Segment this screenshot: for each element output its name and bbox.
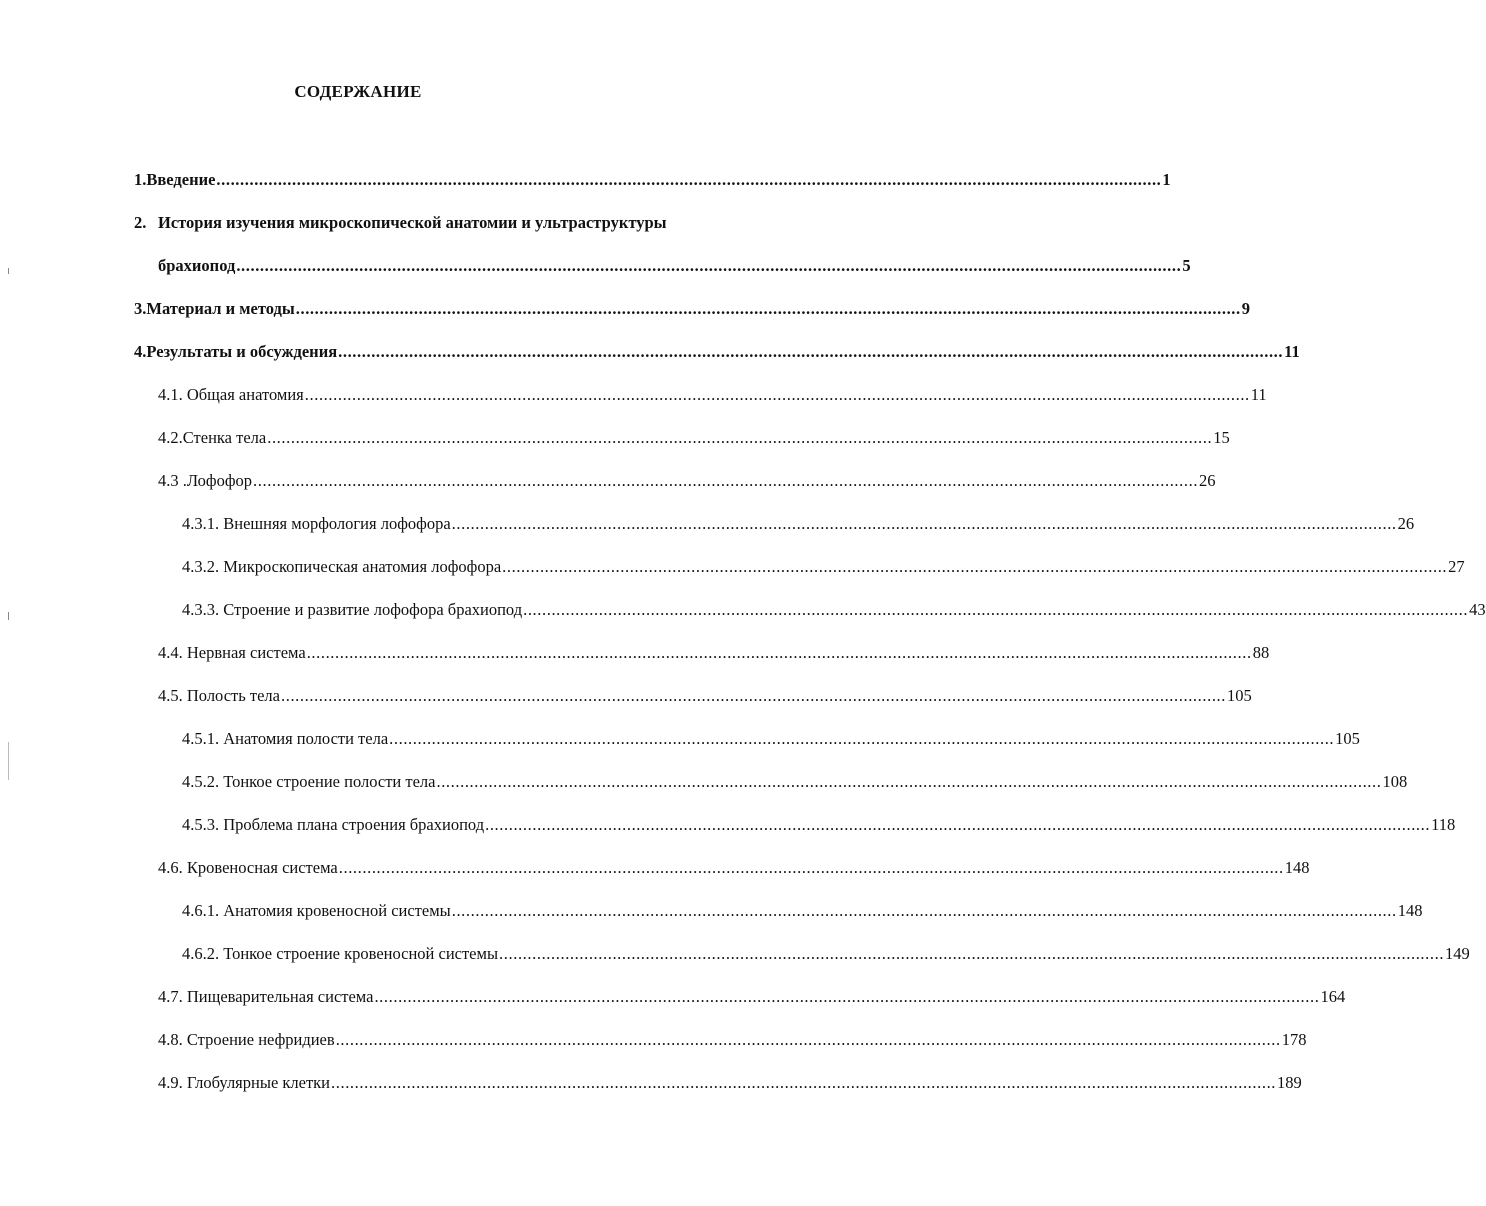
toc-entry-4-1[interactable] xyxy=(158,385,1267,405)
toc-entry-4-9[interactable] xyxy=(158,1073,1302,1093)
toc-entry-4-4[interactable] xyxy=(158,643,1270,663)
toc-entry-4-6-2[interactable] xyxy=(182,944,1470,964)
toc-entry-label: 4.6. Кровеносная система xyxy=(158,858,338,877)
toc-leader-dots: ........................................................................................................................................................................................................ xyxy=(523,600,1469,619)
toc-page-number: 108 xyxy=(1382,772,1408,791)
toc-page-number: 105 xyxy=(1335,729,1360,748)
toc-page-number: 88 xyxy=(1252,643,1270,662)
toc-page-number: 149 xyxy=(1445,944,1470,963)
toc-leader-dots: ........................................................................................................................................................................................................ xyxy=(253,471,1199,490)
toc-leader-dots: ........................................................................................................................................................................................................ xyxy=(338,858,1284,877)
toc-entry-label: 4.3 .Лофофор xyxy=(158,471,253,490)
toc-entry-label: 4.9. Глобулярные клетки xyxy=(158,1073,331,1092)
toc-entry-4-5-2[interactable] xyxy=(182,772,1408,792)
toc-page-number: 189 xyxy=(1277,1073,1302,1092)
toc-entry-label-continuation: брахиопод xyxy=(158,256,236,275)
toc-leader-dots: ........................................................................................................................................................................................................ xyxy=(281,686,1226,705)
toc-entry-label: 4.5.3. Проблема плана строения брахиопод xyxy=(182,815,485,834)
toc-entry-4-7[interactable] xyxy=(158,987,1346,1007)
toc-page-number: 15 xyxy=(1213,428,1230,447)
toc-entry-label: 4.8. Строение нефридиев xyxy=(158,1030,335,1049)
toc-entry-label: 4.5.2. Тонкое строение полости тела xyxy=(182,772,436,791)
toc-entry-materials-methods[interactable] xyxy=(134,299,1250,319)
toc-page-number: 26 xyxy=(1199,471,1216,490)
scan-artifact-mark xyxy=(8,612,9,620)
toc-entry-label: Результаты и обсуждения xyxy=(146,342,338,361)
toc-page-number: 5 xyxy=(1182,256,1191,275)
toc-page-number: 9 xyxy=(1241,299,1250,318)
toc-leader-dots: ........................................................................................................................................................................................................ xyxy=(485,815,1431,834)
toc-entry-label: 4.3.2. Микроскопическая анатомия лофофора xyxy=(182,557,502,576)
toc-entry-4-5[interactable] xyxy=(158,686,1252,706)
toc-leader-dots: ........................................................................................................................................................................................................ xyxy=(331,1073,1277,1092)
toc-entry-4-2[interactable] xyxy=(158,428,1230,448)
toc-leader-dots: ........................................................................................................................................................................................................ xyxy=(267,428,1213,447)
toc-leader-dots: ........................................................................................................................................................................................................ xyxy=(374,987,1320,1006)
toc-leader-dots: ........................................................................................................................................................................................................ xyxy=(306,643,1252,662)
toc-leader-dots: ........................................................................................................................................................................................................ xyxy=(236,256,1182,275)
toc-page-number: 11 xyxy=(1250,385,1267,404)
toc-entry-label: История изучения микроскопической анатомии и ультраструктуры xyxy=(158,213,667,232)
toc-entry-history[interactable] xyxy=(134,213,667,233)
toc-page-number: 148 xyxy=(1397,901,1423,920)
toc-page-number: 105 xyxy=(1227,686,1252,705)
toc-entry-number: 2. xyxy=(134,213,147,232)
toc-leader-dots: ........................................................................................................................................................................................................ xyxy=(499,944,1445,963)
toc-entry-label: 4.2.Стенка тела xyxy=(158,428,267,447)
toc-leader-dots: ........................................................................................................................................................................................................ xyxy=(436,772,1382,791)
toc-entry-4-8[interactable] xyxy=(158,1030,1307,1050)
toc-leader-dots: ........................................................................................................................................................................................................ xyxy=(335,1030,1281,1049)
toc-entry-4-3-2[interactable] xyxy=(182,557,1465,577)
toc-entry-4-3[interactable] xyxy=(158,471,1216,491)
toc-leader-dots: ........................................................................................................................................................................................................ xyxy=(502,557,1448,576)
toc-entry-label: 4.4. Нервная система xyxy=(158,643,306,662)
page-title: СОДЕРЖАНИЕ xyxy=(294,82,422,101)
toc-page-number: 178 xyxy=(1281,1030,1307,1049)
toc-page-number: 164 xyxy=(1320,987,1346,1006)
toc-leader-dots: ........................................................................................................................................................................................................ xyxy=(216,170,1162,189)
toc-entry-label: 4.5. Полость тела xyxy=(158,686,280,705)
toc-page-number: 1 xyxy=(1162,170,1171,189)
toc-entry-results[interactable] xyxy=(134,342,1300,362)
toc-entry-label: 4.6.1. Анатомия кровеносной системы xyxy=(182,901,451,920)
toc-page-number: 148 xyxy=(1284,858,1310,877)
scan-artifact-mark xyxy=(8,268,9,274)
toc-entry-number: 4. xyxy=(134,342,147,361)
toc-entry-label: 4.7. Пищеварительная система xyxy=(158,987,374,1006)
toc-entry-label: 4.5.1. Анатомия полости тела xyxy=(182,729,389,748)
toc-entry-4-3-3[interactable] xyxy=(182,600,1486,620)
toc-entry-history-continuation[interactable] xyxy=(158,256,1191,276)
toc-leader-dots: ........................................................................................................................................................................................................ xyxy=(338,342,1284,361)
toc-entry-label: Введение xyxy=(146,170,216,189)
toc-entry-label: 4.1. Общая анатомия xyxy=(158,385,304,404)
toc-entry-introduction[interactable] xyxy=(134,170,1171,190)
toc-entry-4-3-1[interactable] xyxy=(182,514,1415,534)
toc-page-number: 27 xyxy=(1448,557,1465,576)
toc-leader-dots: ........................................................................................................................................................................................................ xyxy=(304,385,1250,404)
toc-entry-4-6-1[interactable] xyxy=(182,901,1423,921)
toc-entry-4-5-3[interactable] xyxy=(182,815,1456,835)
scan-artifact-mark xyxy=(8,742,9,780)
toc-page-number: 11 xyxy=(1284,342,1300,361)
toc-leader-dots: ........................................................................................................................................................................................................ xyxy=(389,729,1335,748)
toc-page-number: 26 xyxy=(1397,514,1415,533)
toc-page-number: 118 xyxy=(1431,815,1456,834)
toc-leader-dots: ........................................................................................................................................................................................................ xyxy=(295,299,1241,318)
toc-entry-number: 3. xyxy=(134,299,147,318)
toc-entry-label: 4.3.1. Внешняя морфология лофофора xyxy=(182,514,451,533)
toc-entry-label: 4.6.2. Тонкое строение кровеносной системы xyxy=(182,944,499,963)
toc-leader-dots: ........................................................................................................................................................................................................ xyxy=(451,514,1397,533)
toc-entry-4-6[interactable] xyxy=(158,858,1310,878)
toc-page-number: 43 xyxy=(1469,600,1486,619)
toc-entry-number: 1. xyxy=(134,170,147,189)
toc-entry-label: 4.3.3. Строение и развитие лофофора брахиопод xyxy=(182,600,523,619)
toc-entry-4-5-1[interactable] xyxy=(182,729,1360,749)
toc-leader-dots: ........................................................................................................................................................................................................ xyxy=(451,901,1397,920)
toc-entry-label: Материал и методы xyxy=(146,299,295,318)
